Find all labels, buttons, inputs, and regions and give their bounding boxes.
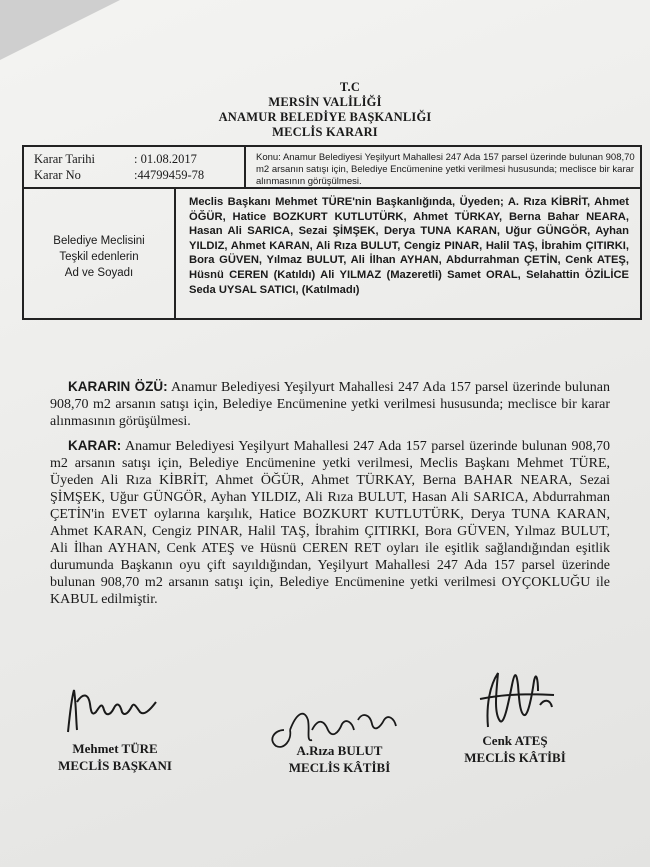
decision-number-label: Karar No xyxy=(34,168,81,182)
decision-text: Anamur Belediyesi Yeşilyurt Mahallesi 247 Ada 157 parsel üzerinde bulunan 908,70 m2 arsanın satışı için, Belediye Encümenine yetki verilmesi, Meclis Başkanı Mehmet TÜRE, Üyeden Ali Rıza KİBRİT, Ahmet ÖĞÜR, Ahmet TÜRKAY, Berna BAHAR NEARA, Sezai ŞİMŞEK, Uğur GÜNGÖR, Ayhan YILDIZ, Ali Rıza BULUT, Hasan Ali SARICA, Abdurrahman ÇETİN'in EVET oylarına karşılık, Hatice BOZKURT KUTLUTÜRK, Derya TUNA KARAN, Ahmet KARAN, Cengiz PINAR, Halil TAŞ, İbrahim ÇITIRKI, Bora GÜVEN, Yılmaz BULUT, Ali İlhan AYHAN, Cenk ATEŞ ve Hüsnü CEREN RET oyları ile eşitlik sağlandığından eşitlik durumunda Başkanın oyu çift sayıldığından, Yeşilyurt Mahallesi 247 Ada 157 parsel üzerinde bulunan 908,70 m2 arsanın satışı için, Belediye Encümenine yetki verilmesi OYÇOKLUĞU ile KABUL edilmiştir. xyxy=(50,439,610,607)
header-meclis-karari: MECLİS KARARI xyxy=(272,125,378,139)
signer-name: Mehmet TÜRE xyxy=(72,741,158,756)
signature-mehmet-ture xyxy=(62,672,162,742)
decision-date xyxy=(34,152,197,167)
signer-title: MECLİS KÂTİBİ xyxy=(288,760,391,775)
decision-date-value: : 01.08.2017 xyxy=(134,152,197,166)
header-valilik: MERSİN VALİLİĞİ xyxy=(268,95,382,109)
signer-name: A.Rıza BULUT xyxy=(296,743,383,758)
members-list: Meclis Başkanı Mehmet TÜRE'nin Başkanlığında, Üyeden; A. Rıza KİBRİT, Ahmet ÖĞÜR, Hatice BOZKURT KUTLUTÜRK, Ahmet TÜRKAY, Berna Bahar NEARA, Hasan Ali SARICA, Sezai ŞİMŞEK, Derya TUNA KARAN, Uğur GÜNGÖR, Ayhan YILDIZ, Ahmet KARAN, Ali Rıza BULUT, Cengiz PINAR, Halil TAŞ, İbrahim ÇITIRKI, Bora GÜVEN, Yılmaz BULUT, Ali İlhan AYHAN, Abdurrahman ÇETİN, Cenk ATEŞ, Hüsnü CEREN (Katıldı) Ali YILMAZ (Mazeretli) Samet ORAL, Selahattin ÖZİLİCE Seda UYSAL SATICI, (Katılmadı) xyxy=(189,196,629,296)
signer-title: MECLİS KÂTİBİ xyxy=(464,750,566,765)
decision-body xyxy=(50,437,610,608)
summary-text: Anamur Belediyesi Yeşilyurt Mahallesi 247 Ada 157 parsel üzerinde bulunan 908,70 m2 arsanın satışı için, Belediye Encümenine yetki verilmesi hususunda; meclisce bir karar alınmasının görüşülmesi. xyxy=(50,380,610,429)
members-label-line: Ad ve Soyadı xyxy=(64,267,134,279)
members-label-line: Teşkil edenlerin xyxy=(59,251,139,263)
members-label xyxy=(24,233,174,281)
members-label-line: Belediye Meclisini xyxy=(53,235,145,247)
page-fold-shadow xyxy=(0,0,120,60)
decision-date-label: Karar Tarihi xyxy=(34,152,96,166)
decision-number xyxy=(34,168,204,183)
document-header xyxy=(0,80,650,140)
signature-block-president xyxy=(55,740,175,774)
decision-label: KARAR: xyxy=(68,438,122,453)
meta-cell xyxy=(24,147,246,187)
signature-block-secretary-1 xyxy=(262,742,417,776)
header-belediye: ANAMUR BELEDİYE BAŞKANLIĞI xyxy=(218,110,432,124)
decision-number-value: :44799459-78 xyxy=(134,168,205,182)
decision-summary xyxy=(50,378,610,430)
table-row-meta xyxy=(24,147,640,189)
signer-title: MECLİS BAŞKANI xyxy=(58,758,172,773)
summary-label: KARARIN ÖZÜ: xyxy=(68,379,168,394)
signature-cenk-ates xyxy=(470,655,560,735)
signer-name: Cenk ATEŞ xyxy=(482,733,548,748)
header-tc: T.C xyxy=(339,80,361,94)
decision-table xyxy=(22,145,642,320)
subject-text: Konu: Anamur Belediyesi Yeşilyurt Mahallesi 247 Ada 157 parsel üzerinde bulunan 908,70 m2 arsanın satışı için, Belediye Encümenine yetki verilmesi hususunda; meclisce bir karar alınmasının görüşülmesi. xyxy=(256,152,635,187)
signature-block-secretary-2 xyxy=(450,732,580,766)
